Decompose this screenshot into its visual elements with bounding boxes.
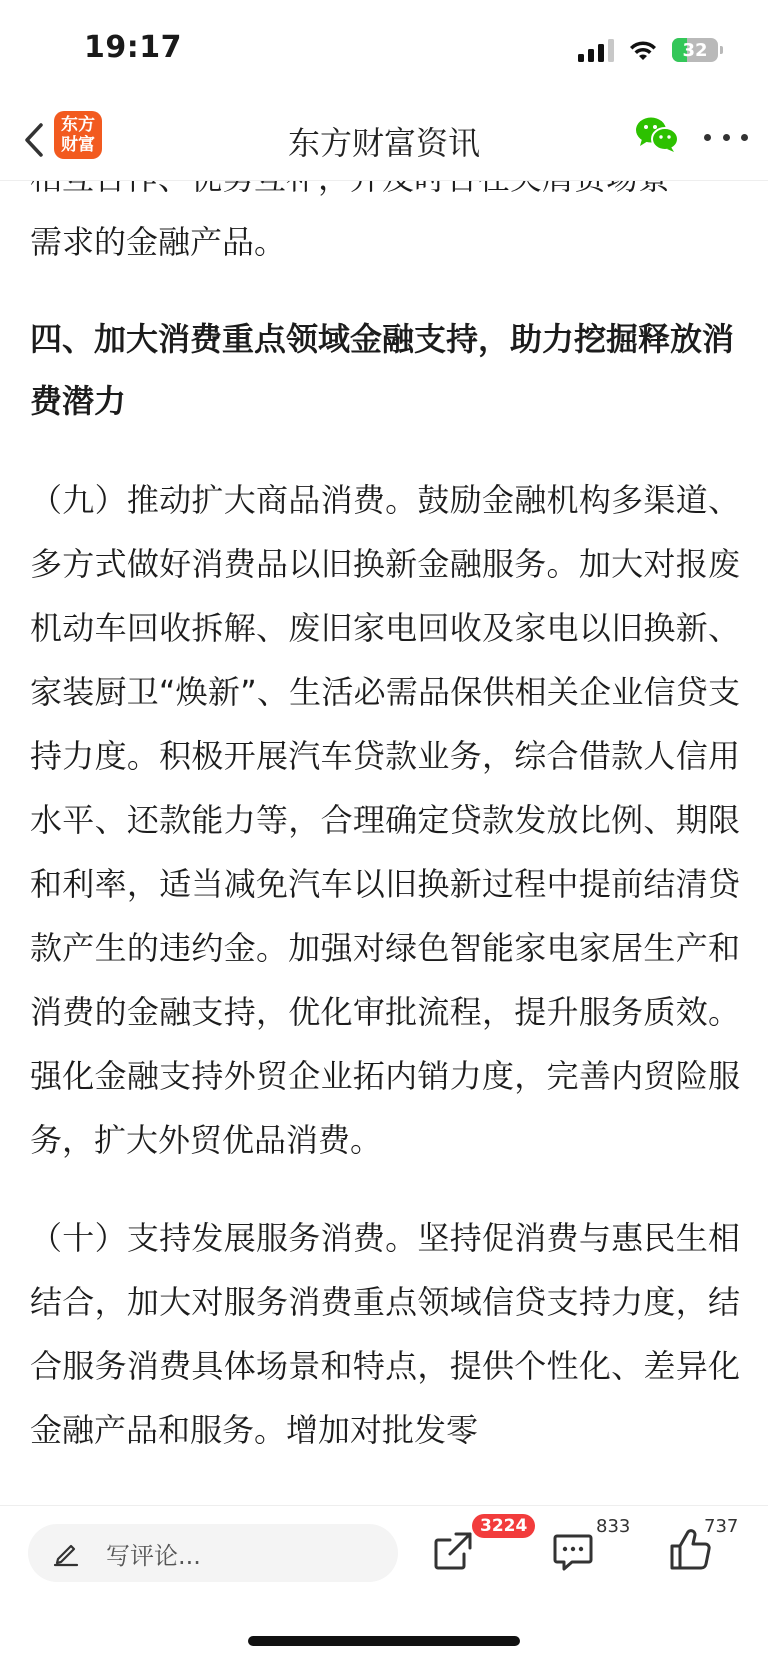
logo-text-line2: 财富 — [61, 135, 95, 155]
pencil-icon — [52, 1539, 80, 1567]
battery-level: 32 — [682, 39, 708, 61]
article-content — [0, 180, 768, 1505]
status-icons — [578, 36, 718, 64]
article-paragraph: （十）支持发展服务消费。坚持促消费与惠民生相结合，加大对服务消费重点领域信贷支持力度，结合服务消费具体场景和特点，提供个性化、差异化金融产品和服务。增加对批发零 — [30, 1219, 740, 1449]
comment-placeholder: 写评论... — [106, 1541, 201, 1570]
app-logo[interactable] — [54, 111, 102, 159]
chevron-left-icon — [22, 122, 46, 158]
status-time: 19:17 — [84, 30, 182, 65]
share-count-badge: 3224 — [472, 1514, 535, 1538]
battery-icon — [672, 38, 718, 62]
section-heading: 四、加大消费重点领域金融支持，助力挖掘释放消费潜力 — [30, 320, 735, 420]
page-title: 东方财富资讯 — [287, 124, 480, 162]
like-count: 737 — [704, 1516, 739, 1537]
share-button[interactable] — [432, 1530, 474, 1572]
comment-icon — [552, 1530, 594, 1572]
comment-input[interactable] — [28, 1524, 398, 1582]
comment-count: 833 — [596, 1516, 631, 1537]
cellular-signal-icon — [578, 38, 614, 62]
status-bar — [0, 0, 768, 100]
back-button[interactable] — [14, 118, 54, 162]
wechat-share-button[interactable] — [634, 114, 680, 154]
wechat-icon — [634, 114, 680, 154]
paragraph-tail: 需求的金融产品。 — [30, 223, 287, 261]
share-icon — [432, 1530, 474, 1572]
wifi-icon — [628, 38, 658, 62]
comment-button[interactable] — [552, 1530, 594, 1572]
article-paragraph: （九）推动扩大商品消费。鼓励金融机构多渠道、多方式做好消费品以旧换新金融服务。加大对报废机动车回收拆解、废旧家电回收及家电以旧换新、家装厨卫“焕新”、生活必需品保供相关企业信贷支持力度。积极开展汽车贷款业务，综合借款人信用水平、还款能力等，合理确定贷款发放比例、期限和利率，适当减免汽车以旧换新过程中提前结清贷款产生的违约金。加强对绿色智能家电家居生产和消费的金融支持，优化审批流程，提升服务质效。强化金融支持外贸企业拓内销力度，完善内贸险服务，扩大外贸优品消费。 — [30, 481, 740, 1159]
home-indicator[interactable] — [248, 1636, 520, 1646]
nav-bar — [0, 100, 768, 181]
more-dots-icon — [704, 134, 711, 141]
more-button[interactable] — [704, 122, 748, 152]
logo-text-line1: 东方 — [61, 115, 95, 135]
